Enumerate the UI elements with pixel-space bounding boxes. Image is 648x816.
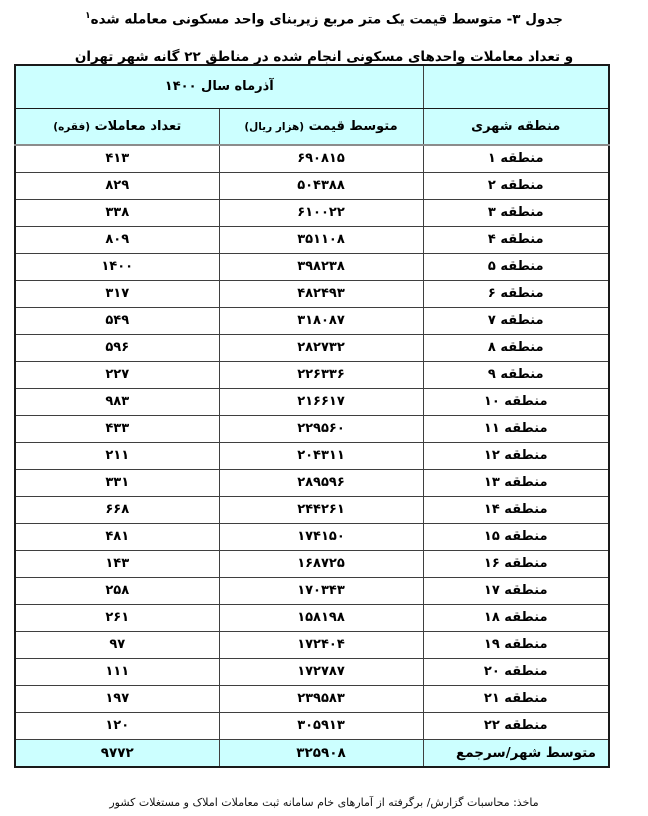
count-cell: ۹۷ <box>15 631 219 658</box>
price-cell: ۵۰۴۳۸۸ <box>219 172 423 199</box>
region-cell: منطقه ۱۸ <box>423 604 609 631</box>
count-cell: ۱۴۰۰ <box>15 253 219 280</box>
price-header-unit: (هزار ریال) <box>244 120 305 133</box>
region-column-header: منطقه شهری <box>423 108 609 145</box>
total-label-cell: متوسط شهر/سرجمع <box>423 739 609 767</box>
table-row <box>15 604 609 631</box>
source-footnote: ماخذ: محاسبات گزارش/ برگرفته از آمارهای خام سامانه ثبت معاملات املاک و مستغلات کشور <box>109 796 539 809</box>
count-cell: ۱۹۷ <box>15 685 219 712</box>
region-cell: منطقه ۱۰ <box>423 388 609 415</box>
footnote-marker: ۱ <box>85 11 91 21</box>
table-row <box>15 631 609 658</box>
table-row <box>15 280 609 307</box>
count-cell: ۸۰۹ <box>15 226 219 253</box>
table-row <box>15 334 609 361</box>
price-cell: ۲۰۴۳۱۱ <box>219 442 423 469</box>
table-row <box>15 658 609 685</box>
count-cell: ۴۸۱ <box>15 523 219 550</box>
column-header-row <box>15 108 609 145</box>
table-row <box>15 253 609 280</box>
price-cell: ۴۸۲۴۹۳ <box>219 280 423 307</box>
price-cell: ۱۶۸۷۲۵ <box>219 550 423 577</box>
total-row <box>15 739 609 767</box>
region-cell: منطقه ۸ <box>423 334 609 361</box>
count-cell: ۱۱۱ <box>15 658 219 685</box>
tehran-housing-table <box>14 64 610 768</box>
price-cell: ۳۱۸۰۸۷ <box>219 307 423 334</box>
table-row <box>15 685 609 712</box>
count-header-unit: (فقره) <box>53 120 91 133</box>
region-cell: منطقه ۲۱ <box>423 685 609 712</box>
count-cell: ۹۸۳ <box>15 388 219 415</box>
empty-corner-cell <box>423 65 609 108</box>
region-cell: منطقه ۵ <box>423 253 609 280</box>
table-row <box>15 442 609 469</box>
count-cell: ۲۱۱ <box>15 442 219 469</box>
table-row <box>15 226 609 253</box>
price-cell: ۲۲۹۵۶۰ <box>219 415 423 442</box>
region-cell: منطقه ۲ <box>423 172 609 199</box>
price-cell: ۶۹۰۸۱۵ <box>219 145 423 172</box>
count-cell: ۲۲۷ <box>15 361 219 388</box>
title-text: جدول ۳- متوسط قیمت یک متر مربع زیربنای واحد مسکونی معامله شده <box>90 11 563 28</box>
price-cell: ۲۸۲۷۳۲ <box>219 334 423 361</box>
table-row <box>15 145 609 172</box>
count-cell: ۴۳۳ <box>15 415 219 442</box>
table-row <box>15 388 609 415</box>
region-cell: منطقه ۱۶ <box>423 550 609 577</box>
page-title-line2: و تعداد معاملات واحدهای مسکونی انجام شده در مناطق ۲۲ گانه شهر تهران <box>74 48 574 65</box>
count-cell: ۲۵۸ <box>15 577 219 604</box>
price-cell: ۲۴۴۲۶۱ <box>219 496 423 523</box>
region-cell: منطقه ۱۹ <box>423 631 609 658</box>
price-cell: ۳۰۵۹۱۳ <box>219 712 423 739</box>
period-header-cell: آذرماه سال ۱۴۰۰ <box>15 65 423 108</box>
count-cell: ۵۹۶ <box>15 334 219 361</box>
region-cell: منطقه ۹ <box>423 361 609 388</box>
region-cell: منطقه ۱ <box>423 145 609 172</box>
count-cell: ۱۲۰ <box>15 712 219 739</box>
table-row <box>15 172 609 199</box>
count-cell: ۶۶۸ <box>15 496 219 523</box>
table-row <box>15 415 609 442</box>
region-cell: منطقه ۳ <box>423 199 609 226</box>
table-header <box>15 65 609 145</box>
price-cell: ۱۷۲۷۸۷ <box>219 658 423 685</box>
count-header-label: تعداد معاملات <box>94 118 182 134</box>
table-row <box>15 550 609 577</box>
count-cell: ۴۱۳ <box>15 145 219 172</box>
region-cell: منطقه ۱۱ <box>423 415 609 442</box>
price-header-label: متوسط قیمت <box>308 118 398 134</box>
price-cell: ۲۱۶۶۱۷ <box>219 388 423 415</box>
region-cell: منطقه ۶ <box>423 280 609 307</box>
count-cell: ۳۳۸ <box>15 199 219 226</box>
page-title-line1 <box>0 6 648 30</box>
count-cell: ۵۴۹ <box>15 307 219 334</box>
count-cell: ۸۲۹ <box>15 172 219 199</box>
region-cell: منطقه ۱۲ <box>423 442 609 469</box>
price-cell: ۲۳۹۵۸۳ <box>219 685 423 712</box>
page-title <box>0 6 648 67</box>
region-cell: منطقه ۴ <box>423 226 609 253</box>
table-row <box>15 523 609 550</box>
table-row <box>15 496 609 523</box>
price-cell: ۲۲۶۳۳۶ <box>219 361 423 388</box>
table-body <box>15 145 609 767</box>
price-cell: ۱۵۸۱۹۸ <box>219 604 423 631</box>
table-row <box>15 199 609 226</box>
price-cell: ۳۵۱۱۰۸ <box>219 226 423 253</box>
table-row <box>15 712 609 739</box>
table-row <box>15 469 609 496</box>
price-cell: ۲۸۹۵۹۶ <box>219 469 423 496</box>
price-cell: ۱۷۲۴۰۴ <box>219 631 423 658</box>
table-row <box>15 307 609 334</box>
price-cell: ۶۱۰۰۲۲ <box>219 199 423 226</box>
region-cell: منطقه ۱۵ <box>423 523 609 550</box>
price-cell: ۱۷۰۳۴۳ <box>219 577 423 604</box>
region-cell: منطقه ۱۳ <box>423 469 609 496</box>
region-cell: منطقه ۲۰ <box>423 658 609 685</box>
table-row <box>15 361 609 388</box>
price-cell: ۳۹۸۲۳۸ <box>219 253 423 280</box>
table-row <box>15 577 609 604</box>
region-cell: منطقه ۷ <box>423 307 609 334</box>
count-cell: ۲۶۱ <box>15 604 219 631</box>
count-column-header <box>15 108 219 145</box>
count-cell: ۱۴۳ <box>15 550 219 577</box>
count-cell: ۳۳۱ <box>15 469 219 496</box>
period-header-row <box>15 65 609 108</box>
region-cell: منطقه ۱۴ <box>423 496 609 523</box>
total-price-cell: ۳۲۵۹۰۸ <box>219 739 423 767</box>
region-cell: منطقه ۲۲ <box>423 712 609 739</box>
count-cell: ۳۱۷ <box>15 280 219 307</box>
region-cell: منطقه ۱۷ <box>423 577 609 604</box>
total-count-cell: ۹۷۷۲ <box>15 739 219 767</box>
price-cell: ۱۷۴۱۵۰ <box>219 523 423 550</box>
price-column-header <box>219 108 423 145</box>
